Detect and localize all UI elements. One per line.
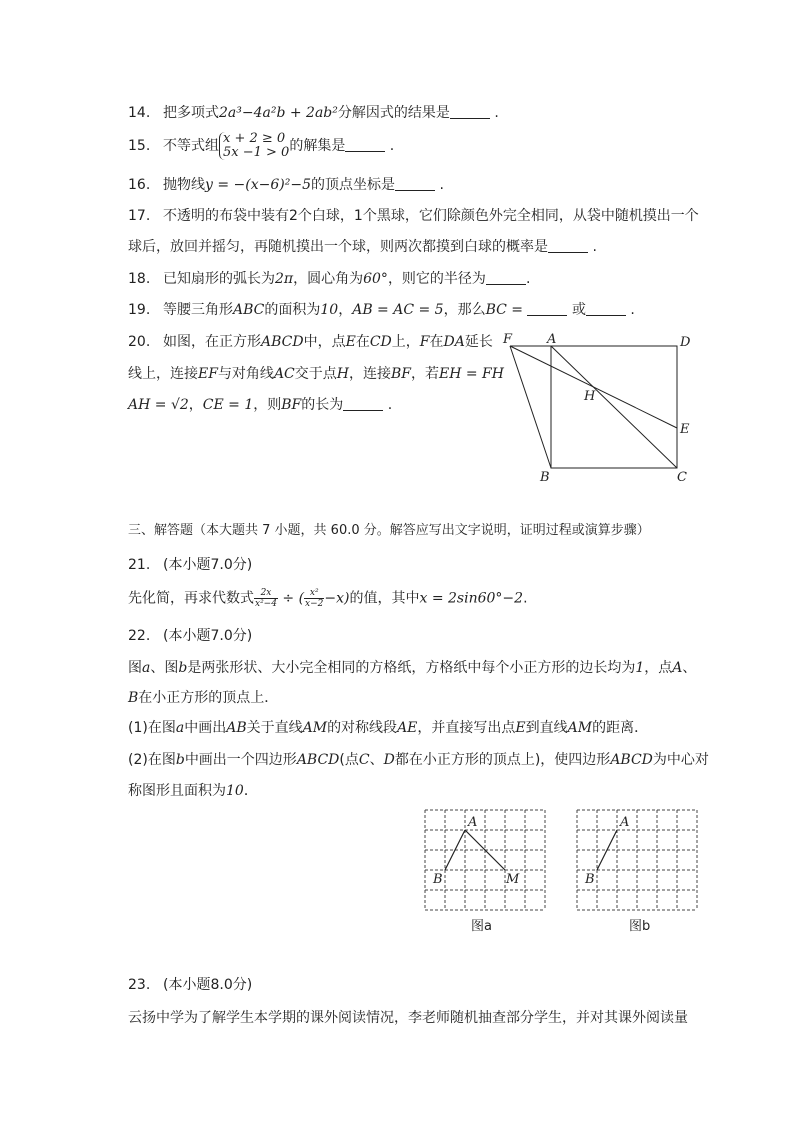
question-number: 19. — [128, 302, 151, 318]
label-b: B — [433, 872, 443, 887]
label-a: A — [620, 815, 630, 830]
question-22-s2: (2)在图b中画出一个四边形ABCD(点C、D都在小正方形的顶点上)，使四边形ABCD为中心对 — [128, 752, 709, 768]
grid-figure-a — [420, 805, 550, 935]
answer-blank[interactable] — [395, 176, 435, 191]
question-20-cont-2: AH = √2，CE = 1，则BF的长为 . — [128, 397, 393, 413]
question-number: 17. — [128, 208, 151, 224]
question-22-p2: B在小正方形的顶点上． — [128, 690, 279, 706]
diagonal-ac — [551, 346, 677, 468]
question-number: 15. — [128, 138, 151, 154]
section-3-heading: 三、解答题（本大题共 7 小题，共 60.0 分。解答应写出文字说明，证明过程或演算步骤） — [128, 523, 650, 538]
question-number: 23. — [128, 977, 151, 993]
segment-fe — [510, 346, 677, 428]
label-h: H — [584, 389, 596, 404]
caption-b: 图b — [629, 919, 651, 934]
label-a: A — [468, 815, 478, 830]
fraction-2: $\frac{\text{x²}}{x-2}$ — [305, 588, 324, 609]
expression: y = −(x−6)²−5 — [205, 177, 311, 193]
question-21-header: 21. (本小题7.0分) — [128, 557, 253, 573]
question-19: 19. 等腰三角形ABC的面积为10，AB = AC = 5，那么BC = 或 . — [128, 302, 635, 318]
question-22-header: 22. (本小题7.0分) — [128, 628, 253, 644]
question-22-s1: (1)在图a中画出AB关于直线AM的对称线段AE，并直接写出点E到直线AM的距离． — [128, 720, 649, 736]
question-17-cont: 球后，放回并摇匀，再随机摸出一个球，则两次都摸到白球的概率是 . — [128, 239, 597, 255]
label-a: A — [547, 332, 557, 347]
fraction-1: $\frac{2x}{\text{x²−4}}$ — [255, 588, 277, 609]
answer-blank[interactable] — [486, 270, 526, 285]
question-number: 21. — [128, 557, 151, 573]
question-20-cont: 线上，连接EF与对角线AC交于点H，连接BF，若EH = FH — [128, 366, 504, 382]
answer-blank-2[interactable] — [586, 301, 626, 316]
question-18: 18. 已知扇形的弧长为2π，圆心角为60°，则它的半径为 . — [128, 271, 531, 287]
question-23-header: 23. (本小题8.0分) — [128, 977, 253, 993]
question-20: 20. 如图，在正方形ABCD中，点E在CD上，F在DA延长 — [128, 334, 493, 350]
label-b: B — [585, 872, 595, 887]
answer-blank[interactable] — [548, 238, 588, 253]
grid-figure-b — [572, 805, 702, 935]
answer-blank-1[interactable] — [527, 301, 567, 316]
label-m: M — [506, 872, 520, 887]
label-b: B — [540, 470, 550, 485]
answer-blank[interactable] — [343, 396, 383, 411]
segment-fb — [510, 346, 551, 468]
question-number: 20. — [128, 334, 151, 350]
label-c: C — [677, 470, 687, 485]
question-number: 18. — [128, 271, 151, 287]
expression: 2a³−4a²b + 2ab² — [219, 105, 338, 121]
question-23: 云扬中学为了解学生本学期的课外阅读情况，李老师随机抽查部分学生，并对其课外阅读量 — [128, 1010, 688, 1026]
question-number: 14. — [128, 105, 151, 121]
label-e: E — [680, 422, 690, 437]
square-figure — [500, 330, 700, 490]
label-d: D — [680, 335, 691, 350]
question-22-s3: 称图形且面积为10． — [128, 783, 258, 799]
answer-blank[interactable] — [450, 104, 490, 119]
inequality-system: x + 2 ≥ 0 5x −1 > 0 — [219, 132, 289, 160]
question-14: 14. 把多项式2a³−4a²b + 2ab²分解因式的结果是 . — [128, 105, 499, 121]
answer-blank[interactable] — [345, 137, 385, 152]
question-17: 17. 不透明的布袋中装有2个白球，1个黑球，它们除颜色外完全相同，从袋中随机摸出一个 — [128, 208, 699, 224]
caption-a: 图a — [471, 919, 492, 934]
label-f: F — [503, 332, 513, 347]
question-21: 先化简，再求代数式 $\frac{2x}{\text{x²−4}}$ ÷ ( $\frac{\text{x²}}{x-2}$ −x)的值，其中x = 2sin60°−2. — [128, 588, 528, 609]
question-15: 15. 不等式组 x + 2 ≥ 0 5x −1 > 0 的解集是 . — [128, 131, 395, 160]
question-22-p1: 图a、图b是两张形状、大小完全相同的方格纸，方格纸中每个小正方形的边长均为1，点A、 — [128, 660, 697, 676]
question-16: 16. 抛物线y = −(x−6)²−5的顶点坐标是 . — [128, 177, 444, 193]
question-number: 16. — [128, 177, 151, 193]
question-number: 22. — [128, 628, 151, 644]
